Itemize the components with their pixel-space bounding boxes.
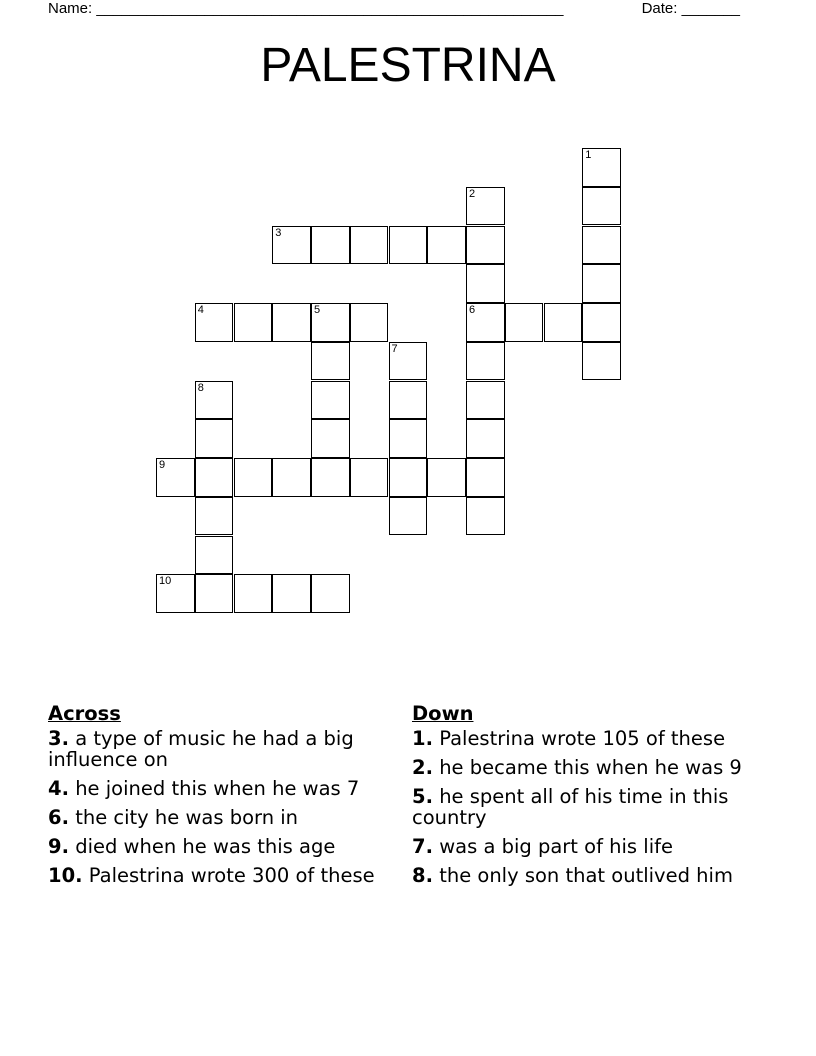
cell-number: 6 [469, 304, 476, 316]
grid-cell[interactable] [505, 303, 544, 342]
grid-cell[interactable] [272, 574, 311, 613]
down-clue [412, 757, 747, 778]
grid-cell[interactable] [272, 226, 311, 265]
grid-cell[interactable] [582, 303, 621, 342]
grid-cell[interactable] [466, 264, 505, 303]
cell-number: 2 [469, 187, 476, 200]
cell-number: 4 [197, 304, 204, 316]
grid-cell[interactable] [234, 458, 273, 497]
grid-cell[interactable] [311, 303, 350, 342]
cell-number: 10 [159, 575, 172, 588]
grid-cell[interactable] [389, 497, 428, 536]
clue-number: 6. [48, 806, 69, 829]
grid-cell[interactable] [389, 458, 428, 497]
across-clue [48, 807, 383, 828]
across-clue [48, 778, 383, 799]
clue-number: 4. [48, 777, 69, 800]
clue-text: he spent all of his time in this country [412, 785, 729, 829]
clue-number: 1. [412, 727, 433, 750]
across-heading: Across [48, 702, 121, 725]
clue-text: the only son that outlived him [439, 864, 733, 887]
down-clue [412, 865, 747, 886]
grid-cell[interactable] [156, 458, 195, 497]
across-clue [48, 836, 383, 857]
grid-cell[interactable] [234, 574, 273, 613]
grid-cell[interactable] [582, 342, 621, 381]
clue-text: the city he was born in [75, 806, 299, 829]
grid-cell[interactable] [389, 419, 428, 458]
grid-cell[interactable] [466, 381, 505, 420]
grid-cell[interactable] [195, 303, 234, 342]
grid-cell[interactable] [427, 226, 466, 265]
grid-cell[interactable] [582, 148, 621, 187]
grid-cell[interactable] [195, 536, 234, 575]
grid-cell[interactable] [195, 419, 234, 458]
clue-text: a type of music he had a big influence on [48, 727, 354, 771]
date-field: Date: _______ [641, 0, 740, 17]
name-field: Name: ________________________________________________________ [48, 0, 564, 17]
clue-text: Palestrina wrote 300 of these [88, 864, 375, 887]
header [48, 0, 740, 18]
page-title: PALESTRINA [260, 39, 556, 92]
down-clues [412, 702, 747, 894]
grid-cell[interactable] [195, 497, 234, 536]
cell-number: 8 [197, 381, 204, 394]
grid-cell[interactable] [466, 303, 505, 342]
down-clue [412, 786, 747, 828]
across-clues [48, 702, 383, 894]
grid-cell[interactable] [466, 226, 505, 265]
grid-cell[interactable] [350, 458, 389, 497]
across-clue [48, 865, 383, 886]
clue-number: 8. [412, 864, 433, 887]
clue-number: 7. [412, 835, 433, 858]
clue-number: 2. [412, 756, 433, 779]
grid-cell[interactable] [311, 381, 350, 420]
grid-cell[interactable] [350, 303, 389, 342]
cell-number: 1 [585, 149, 592, 161]
grid-cell[interactable] [389, 381, 428, 420]
grid-cell[interactable] [156, 574, 195, 613]
grid-cell[interactable] [582, 226, 621, 265]
grid-cell[interactable] [582, 264, 621, 303]
clue-text: died when he was this age [75, 835, 336, 858]
grid-cell[interactable] [350, 226, 389, 265]
clue-text: was a big part of his life [439, 835, 673, 858]
cell-number: 3 [275, 226, 282, 239]
clue-text: Palestrina wrote 105 of these [439, 727, 726, 750]
clue-number: 10. [48, 864, 83, 887]
grid-cell[interactable] [582, 187, 621, 226]
grid-cell[interactable] [389, 226, 428, 265]
grid-cell[interactable] [427, 458, 466, 497]
grid-cell[interactable] [311, 574, 350, 613]
clue-text: he became this when he was 9 [439, 756, 742, 779]
grid-cell[interactable] [466, 342, 505, 381]
grid-cell[interactable] [389, 342, 428, 381]
grid-cell[interactable] [234, 303, 273, 342]
cell-number: 5 [314, 304, 321, 316]
cell-number: 9 [159, 459, 166, 471]
grid-cell[interactable] [195, 381, 234, 420]
grid-cell[interactable] [311, 342, 350, 381]
grid-cell[interactable] [311, 458, 350, 497]
grid-cell[interactable] [272, 303, 311, 342]
grid-cell[interactable] [311, 419, 350, 458]
grid-cell[interactable] [195, 458, 234, 497]
down-clue [412, 728, 747, 749]
grid-cell[interactable] [466, 187, 505, 226]
clue-text: he joined this when he was 7 [75, 777, 360, 800]
grid-cell[interactable] [272, 458, 311, 497]
cell-number: 7 [391, 342, 398, 355]
grid-cell[interactable] [466, 419, 505, 458]
down-clue [412, 836, 747, 857]
grid-cell[interactable] [311, 226, 350, 265]
grid-cell[interactable] [544, 303, 583, 342]
clue-number: 5. [412, 785, 433, 808]
clue-number: 3. [48, 727, 69, 750]
grid-cell[interactable] [466, 458, 505, 497]
grid-cell[interactable] [466, 497, 505, 536]
grid-cell[interactable] [195, 574, 234, 613]
down-heading: Down [412, 702, 474, 725]
clue-number: 9. [48, 835, 69, 858]
across-clue [48, 728, 383, 770]
